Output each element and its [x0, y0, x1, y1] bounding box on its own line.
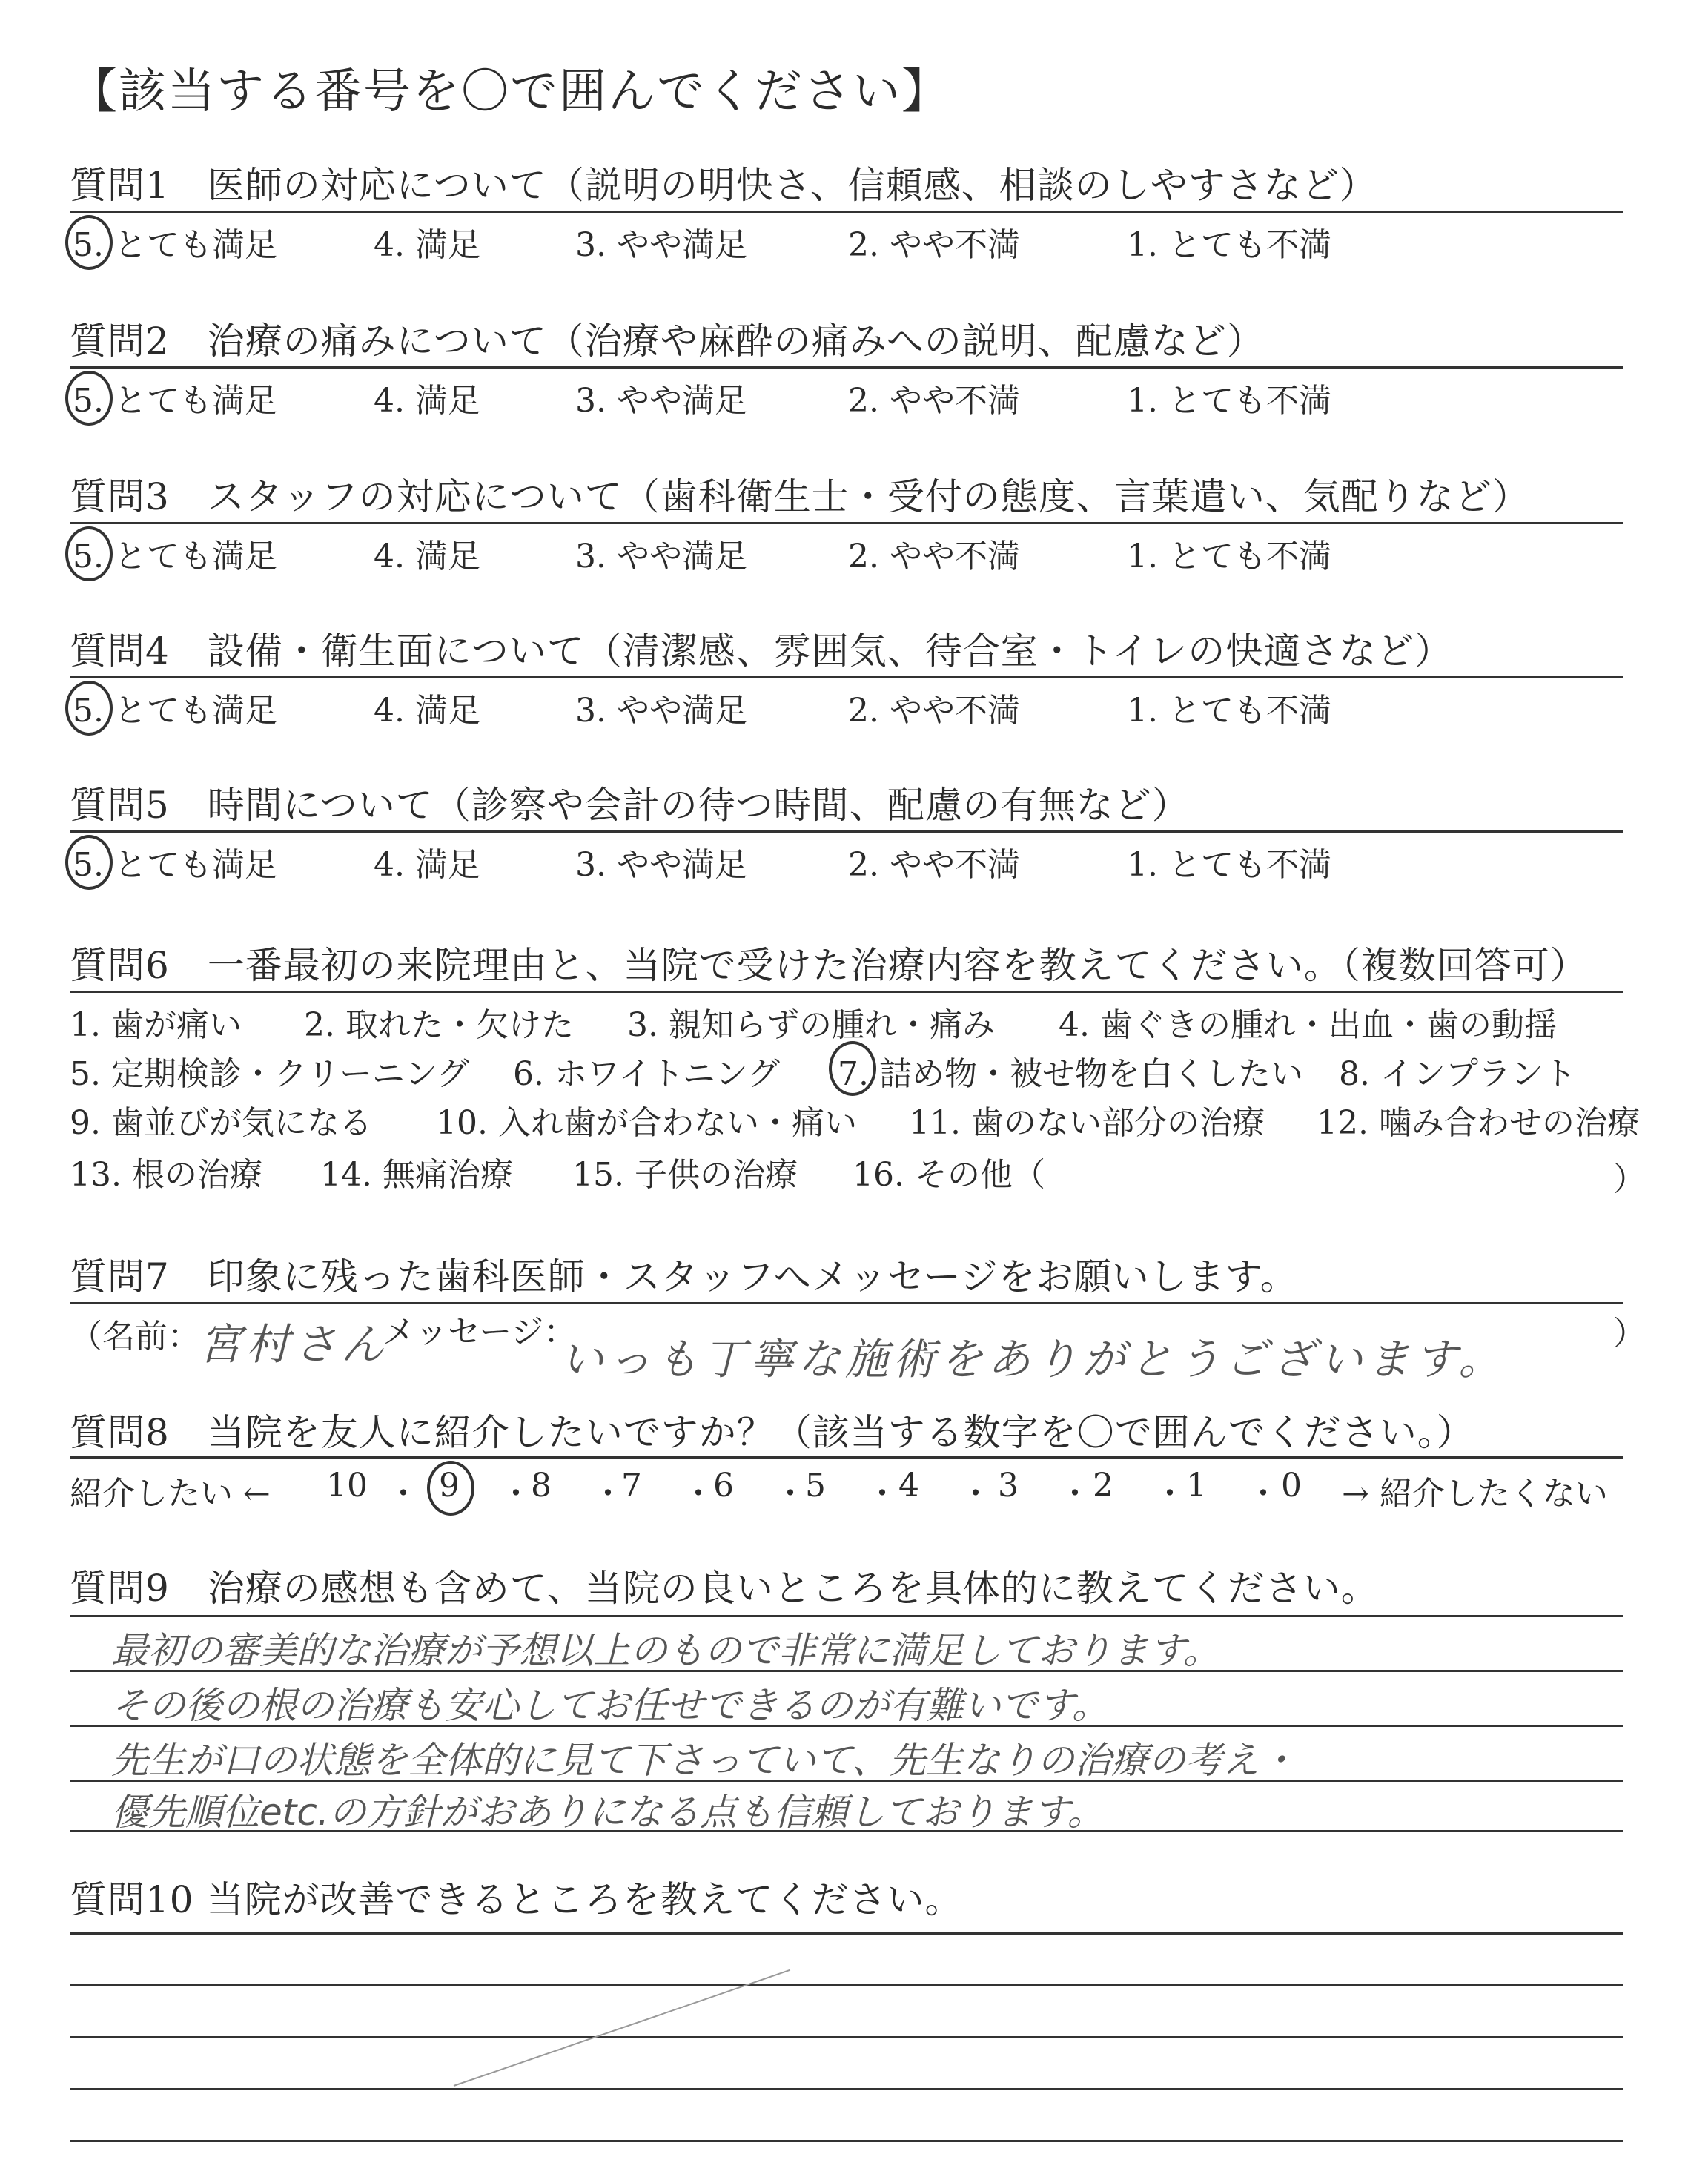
- q3-title: 質問3 スタッフの対応について（歯科衛生士・受付の態度、言葉遣い、気配りなど）: [70, 475, 1530, 518]
- q8-scale-dot: ・: [774, 1475, 807, 1513]
- q6-option-2[interactable]: 2. 取れた・欠けた: [304, 1006, 574, 1044]
- q8-scale-dot: ・: [500, 1475, 532, 1513]
- q8-scale-8[interactable]: 8: [531, 1467, 552, 1505]
- q6-option-3[interactable]: 3. 親知らずの腫れ・痛み: [627, 1006, 995, 1044]
- q3-option-0[interactable]: 5. とても満足: [73, 538, 277, 575]
- q7-name-value[interactable]: 宮村さん: [199, 1319, 389, 1370]
- q7-title: 質問7 印象に残った歯科医師・スタッフへメッセージをお願いします。: [70, 1255, 1298, 1298]
- q8-scale-5[interactable]: 5: [805, 1467, 826, 1505]
- q8-left-label: 紹介したい ←: [70, 1475, 271, 1513]
- q4-option-0[interactable]: 5. とても満足: [73, 692, 277, 730]
- q1-option-1[interactable]: 4. 満足: [374, 226, 480, 264]
- q7-rule: [70, 1302, 1623, 1304]
- q10-answer-rule[interactable]: [70, 2140, 1623, 2142]
- q3-option-4[interactable]: 1. とても不満: [1127, 538, 1331, 575]
- q6-option-1[interactable]: 1. 歯が痛い: [70, 1006, 242, 1044]
- q5-option-0[interactable]: 5. とても満足: [73, 846, 277, 884]
- q6-option-10[interactable]: 10. 入れ歯が合わない・痛い: [436, 1104, 857, 1142]
- q1-option-2[interactable]: 3. やや満足: [575, 226, 747, 264]
- q1-option-3[interactable]: 2. やや不満: [848, 226, 1020, 264]
- q6-option-11[interactable]: 11. 歯のない部分の治療: [909, 1104, 1265, 1142]
- q9-answer-rule: [70, 1615, 1623, 1617]
- q6-option-6[interactable]: 6. ホワイトニング: [513, 1055, 781, 1093]
- q8-scale-6[interactable]: 6: [713, 1467, 734, 1505]
- q8-title: 質問8 当院を友人に紹介したいですか？（該当する数字を〇で囲んでください。）: [70, 1411, 1474, 1454]
- q8-scale-dot: ・: [682, 1475, 715, 1513]
- q9-answer-line-3[interactable]: 先生が口の状態を全体的に見て下さっていて、先生なりの治療の考え・: [111, 1739, 1297, 1782]
- q10-answer-rule[interactable]: [70, 1932, 1623, 1935]
- q3-selection-circle: [65, 526, 113, 581]
- q3-rule: [70, 522, 1623, 524]
- q8-scale-dot: ・: [592, 1475, 624, 1513]
- q8-scale-10[interactable]: 10: [326, 1467, 368, 1505]
- q6-option-16[interactable]: 16. その他（: [853, 1156, 1045, 1194]
- q1-option-0[interactable]: 5. とても満足: [73, 226, 277, 264]
- q2-selection-circle: [65, 371, 113, 426]
- q1-selection-circle: [65, 215, 113, 270]
- q6-option-14[interactable]: 14. 無痛治療: [320, 1156, 513, 1194]
- q5-option-4[interactable]: 1. とても不満: [1127, 846, 1331, 884]
- q8-scale-4[interactable]: 4: [898, 1467, 919, 1505]
- q9-answer-line-2[interactable]: その後の根の治療も安心してお任せできるのが有難いです。: [111, 1684, 1109, 1727]
- q6-option-15[interactable]: 15. 子供の治療: [572, 1156, 798, 1194]
- q9-title: 質問9 治療の感想も含めて、当院の良いところを具体的に教えてください。: [70, 1567, 1379, 1610]
- q8-right-label: → 紹介したくない: [1342, 1475, 1608, 1513]
- q8-rule: [70, 1456, 1623, 1459]
- q8-scale-dot: ・: [1153, 1475, 1186, 1513]
- q6-rule: [70, 991, 1623, 993]
- q10-answer-rule[interactable]: [70, 2036, 1623, 2038]
- q1-title: 質問1 医師の対応について（説明の明快さ、信頼感、相談のしやすさなど）: [70, 164, 1377, 207]
- q8-scale-dot: ・: [959, 1475, 992, 1513]
- q6-option-7[interactable]: 7. 詰め物・被せ物を白くしたい: [838, 1055, 1303, 1093]
- q8-scale-dot: ・: [866, 1475, 898, 1513]
- q3-option-2[interactable]: 3. やや満足: [575, 538, 747, 575]
- q6-option-13[interactable]: 13. 根の治療: [70, 1156, 262, 1194]
- q2-option-1[interactable]: 4. 満足: [374, 382, 480, 420]
- q3-option-1[interactable]: 4. 満足: [374, 538, 480, 575]
- form-header: 【該当する番号を〇で囲んでください】: [70, 65, 950, 119]
- q7-close-paren: ）: [1613, 1315, 1646, 1353]
- q4-selection-circle: [65, 681, 113, 736]
- q6-selection-circle: [829, 1041, 876, 1096]
- q5-title: 質問5 時間について（診察や会計の待つ時間、配慮の有無など）: [70, 784, 1190, 827]
- q4-option-4[interactable]: 1. とても不満: [1127, 692, 1331, 730]
- q2-option-3[interactable]: 2. やや不満: [848, 382, 1020, 420]
- q8-scale-2[interactable]: 2: [1093, 1467, 1113, 1505]
- q3-option-3[interactable]: 2. やや不満: [848, 538, 1020, 575]
- q8-scale-1[interactable]: 1: [1186, 1467, 1207, 1505]
- q1-option-4[interactable]: 1. とても不満: [1127, 226, 1331, 264]
- q5-option-2[interactable]: 3. やや満足: [575, 846, 747, 884]
- q1-rule: [70, 211, 1623, 213]
- q2-title: 質問2 治療の痛みについて（治療や麻酔の痛みへの説明、配慮など）: [70, 320, 1265, 363]
- q4-option-2[interactable]: 3. やや満足: [575, 692, 747, 730]
- q4-option-1[interactable]: 4. 満足: [374, 692, 480, 730]
- stray-pen-mark: [454, 1969, 791, 2087]
- q5-selection-circle: [65, 835, 113, 890]
- q8-scale-7[interactable]: 7: [621, 1467, 642, 1505]
- q7-message-value[interactable]: いっも丁寧な施術をありがとうございます。: [560, 1334, 1506, 1384]
- q6-title: 質問6 一番最初の来院理由と、当院で受けた治療内容を教えてください。（複数回答可）: [70, 944, 1588, 987]
- q6-option-4[interactable]: 4. 歯ぐきの腫れ・出血・歯の動揺: [1059, 1006, 1557, 1044]
- q4-option-3[interactable]: 2. やや不満: [848, 692, 1020, 730]
- q6-option-12[interactable]: 12. 噛み合わせの治療: [1317, 1104, 1640, 1142]
- q2-option-4[interactable]: 1. とても不満: [1127, 382, 1331, 420]
- q8-scale-dot: ・: [1247, 1475, 1280, 1513]
- q5-option-1[interactable]: 4. 満足: [374, 846, 480, 884]
- q8-scale-dot: ・: [387, 1475, 420, 1513]
- q7-name-label: （名前：: [70, 1318, 200, 1355]
- q5-option-3[interactable]: 2. やや不満: [848, 846, 1020, 884]
- q8-scale-3[interactable]: 3: [998, 1467, 1019, 1505]
- q9-answer-line-4[interactable]: 優先順位etc.の方針がおありになる点も信頼しております。: [111, 1791, 1105, 1834]
- q10-title: 質問10 当院が改善できるところを教えてください。: [70, 1878, 963, 1921]
- q7-message-label: メッセージ：: [383, 1313, 577, 1351]
- q8-scale-9[interactable]: 9: [439, 1467, 460, 1505]
- q6-option-5[interactable]: 5. 定期検診・クリーニング: [70, 1055, 470, 1093]
- q6-option-9[interactable]: 9. 歯並びが気になる: [70, 1104, 372, 1142]
- q10-answer-rule[interactable]: [70, 2088, 1623, 2090]
- q2-option-0[interactable]: 5. とても満足: [73, 382, 277, 420]
- q2-option-2[interactable]: 3. やや満足: [575, 382, 747, 420]
- q6-close-paren: ）: [1613, 1160, 1646, 1198]
- q4-title: 質問4 設備・衛生面について（清潔感、雰囲気、待合室・トイレの快適さなど）: [70, 630, 1453, 673]
- q4-rule: [70, 676, 1623, 678]
- q6-option-8[interactable]: 8. インプラント: [1339, 1055, 1576, 1093]
- q8-scale-dot: ・: [1059, 1475, 1091, 1513]
- q2-rule: [70, 366, 1623, 369]
- q8-selection-circle: [427, 1461, 474, 1516]
- q8-scale-0[interactable]: 0: [1281, 1467, 1302, 1505]
- q5-rule: [70, 830, 1623, 833]
- q10-answer-rule[interactable]: [70, 1984, 1623, 1986]
- q9-answer-line-1[interactable]: 最初の審美的な治療が予想以上のもので非常に満足しております。: [111, 1629, 1220, 1672]
